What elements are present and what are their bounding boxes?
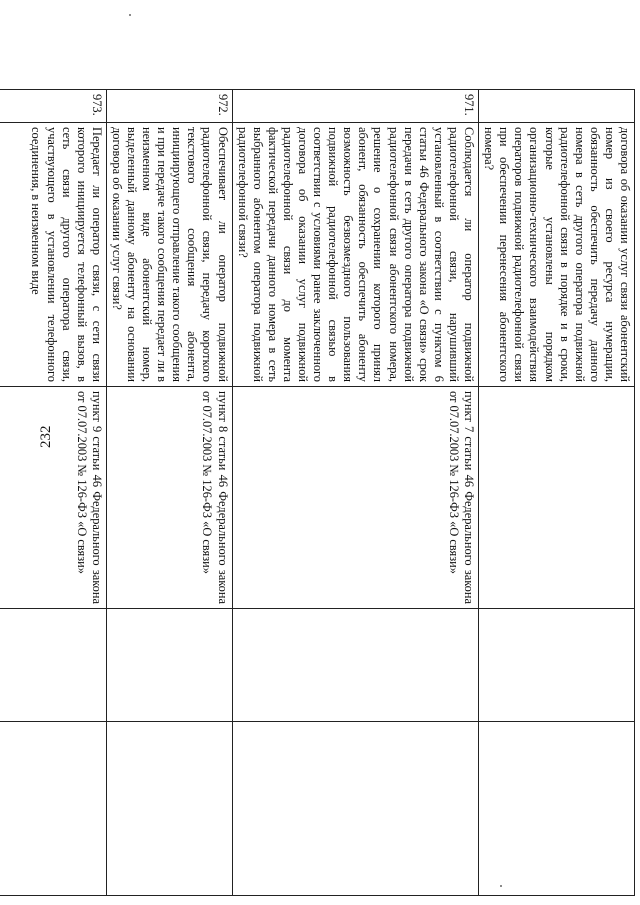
- empty-cell: [479, 722, 635, 896]
- empty-cell: [0, 609, 106, 722]
- table-row: [479, 90, 635, 896]
- question-cell: договора об оказании услуг связи абонентский номер из своего ресурса нумерации, обязанность обеспечить передачу данного номера в сеть другого оператора подвижной радиотелефонной связи в порядке и в сроки, которые установлены порядком организационно-технического взаимодействия операторов подвижной радиотелефонной связи при обеспечении перенесения абонентского номера?: [479, 123, 635, 387]
- requirements-table: [0, 89, 635, 896]
- row-number: 971.: [232, 90, 479, 123]
- question-cell: Соблюдается ли оператор подвижной радиотелефонной связи, нарушивший установленный в соответствии с пунктом 6 статьи 46 Федерального закона «О связи» срок передачи в сеть другого оператора подвижной радиотелефонной связи абонентского номера, решение о сохранении которого принял абонент, обязанность обеспечить абоненту возможность безвозмездного пользования подвижной радиотелефонной связью в соответствии с условиями ранее заключенного договора об оказании услуг подвижной радиотелефонной связи до момента фактической передачи данного номера в сеть выбранного абонентом оператора подвижной радиотелефонной связи?: [232, 123, 479, 387]
- empty-cell: [232, 722, 479, 896]
- table-row: [106, 90, 232, 896]
- law-reference-cell: пункт 7 статьи 46 Федерального закона от 07.07.2003 № 126-ФЗ «О связи»: [232, 387, 479, 609]
- empty-cell: [0, 722, 106, 896]
- empty-cell: [479, 609, 635, 722]
- question-cell: Обеспечивает ли оператор подвижной радиотелефонной связи, передачу короткого текстового сообщения абонента, инициирующего отправление такого сообщения и при передаче такого сообщения передает ли в неизменном виде абонентский номер, выделенный данному абоненту на основании договора об оказании услуг связи?: [106, 123, 232, 387]
- question-cell: Передает ли оператор связи, с сети связи которого инициируется телефонный вызов, в сеть связи другого оператора связи, участвующего в установлении телефонного соединения, в неизменном виде: [0, 123, 106, 387]
- scan-speck: [129, 14, 131, 16]
- law-reference-cell: пункт 9 статьи 46 Федерального закона от 07.07.2003 № 126-ФЗ «О связи»: [0, 387, 106, 609]
- row-number: 973.: [0, 90, 106, 123]
- empty-cell: [232, 609, 479, 722]
- empty-cell: [106, 722, 232, 896]
- law-reference-cell: [479, 387, 635, 609]
- empty-cell: [106, 609, 232, 722]
- table-row: [232, 90, 479, 896]
- row-number: [479, 90, 635, 123]
- page-number: 232: [38, 425, 54, 448]
- law-reference-cell: пункт 8 статьи 46 Федерального закона от 07.07.2003 № 126-ФЗ «О связи»: [106, 387, 232, 609]
- row-number: 972.: [106, 90, 232, 123]
- table-row: [0, 90, 106, 896]
